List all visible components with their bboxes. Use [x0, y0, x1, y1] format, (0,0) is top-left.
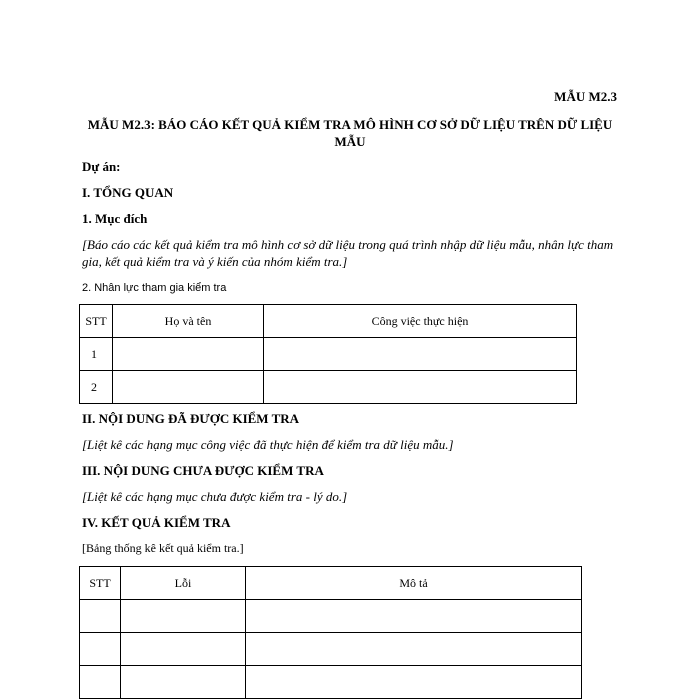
table-cell	[80, 600, 121, 633]
table-row	[80, 600, 582, 633]
column-header: STT	[80, 305, 113, 338]
table-cell	[264, 338, 577, 371]
section-overview-heading: I. TỔNG QUAN	[82, 185, 174, 200]
table-cell	[264, 371, 577, 404]
section-checked-heading: II. NỘI DUNG ĐÃ ĐƯỢC KIỂM TRA	[82, 411, 300, 426]
column-header: STT	[80, 567, 121, 600]
project-label: Dự án:	[82, 159, 121, 174]
purpose-heading: 1. Mục đích	[82, 211, 148, 226]
unchecked-description: [Liệt kê các hạng mục chưa được kiểm tra - lý do.]	[82, 489, 348, 504]
table-cell	[246, 633, 582, 666]
table-row	[80, 338, 577, 371]
table-cell	[246, 600, 582, 633]
table-cell	[113, 338, 264, 371]
table-row	[80, 666, 582, 699]
document-title: MẪU M2.3: BÁO CÁO KẾT QUẢ KIỂM TRA MÔ HÌNH CƠ SỞ DỮ LIỆU TRÊN DỮ LIỆU MẪU	[87, 117, 613, 149]
section-unchecked-heading: III. NỘI DUNG CHƯA ĐƯỢC KIỂM TRA	[82, 463, 324, 478]
results-table	[79, 566, 582, 699]
section-results-heading: IV. KẾT QUẢ KIỂM TRA	[82, 515, 231, 530]
personnel-table	[79, 304, 577, 404]
table-cell	[80, 666, 121, 699]
table-row	[80, 633, 582, 666]
table-cell	[121, 600, 246, 633]
table-cell	[121, 633, 246, 666]
personnel-heading: 2. Nhân lực tham gia kiểm tra	[82, 282, 227, 294]
results-description: [Bảng thống kê kết quả kiểm tra.]	[82, 541, 244, 555]
table-header-row	[80, 567, 582, 600]
column-header: Họ và tên	[113, 305, 264, 338]
table-header-row	[80, 305, 577, 338]
checked-description: [Liệt kê các hạng mục công việc đã thực hiện để kiểm tra dữ liệu mẫu.]	[82, 437, 454, 452]
column-header: Mô tả	[246, 567, 582, 600]
table-cell: 2	[80, 371, 113, 404]
table-cell	[80, 633, 121, 666]
column-header: Lỗi	[121, 567, 246, 600]
column-header: Công việc thực hiện	[264, 305, 577, 338]
table-cell: 1	[80, 338, 113, 371]
purpose-description: [Báo cáo các kết quả kiểm tra mô hình cơ sở dữ liệu trong quá trình nhập dữ liệu mẫu, nhân lực tham gia, kết quả kiểm tra và ý kiến của nhóm kiểm tra.]	[82, 237, 614, 269]
form-code: MẪU M2.3	[554, 89, 617, 104]
table-cell	[113, 371, 264, 404]
table-cell	[246, 666, 582, 699]
table-cell	[121, 666, 246, 699]
table-row	[80, 371, 577, 404]
